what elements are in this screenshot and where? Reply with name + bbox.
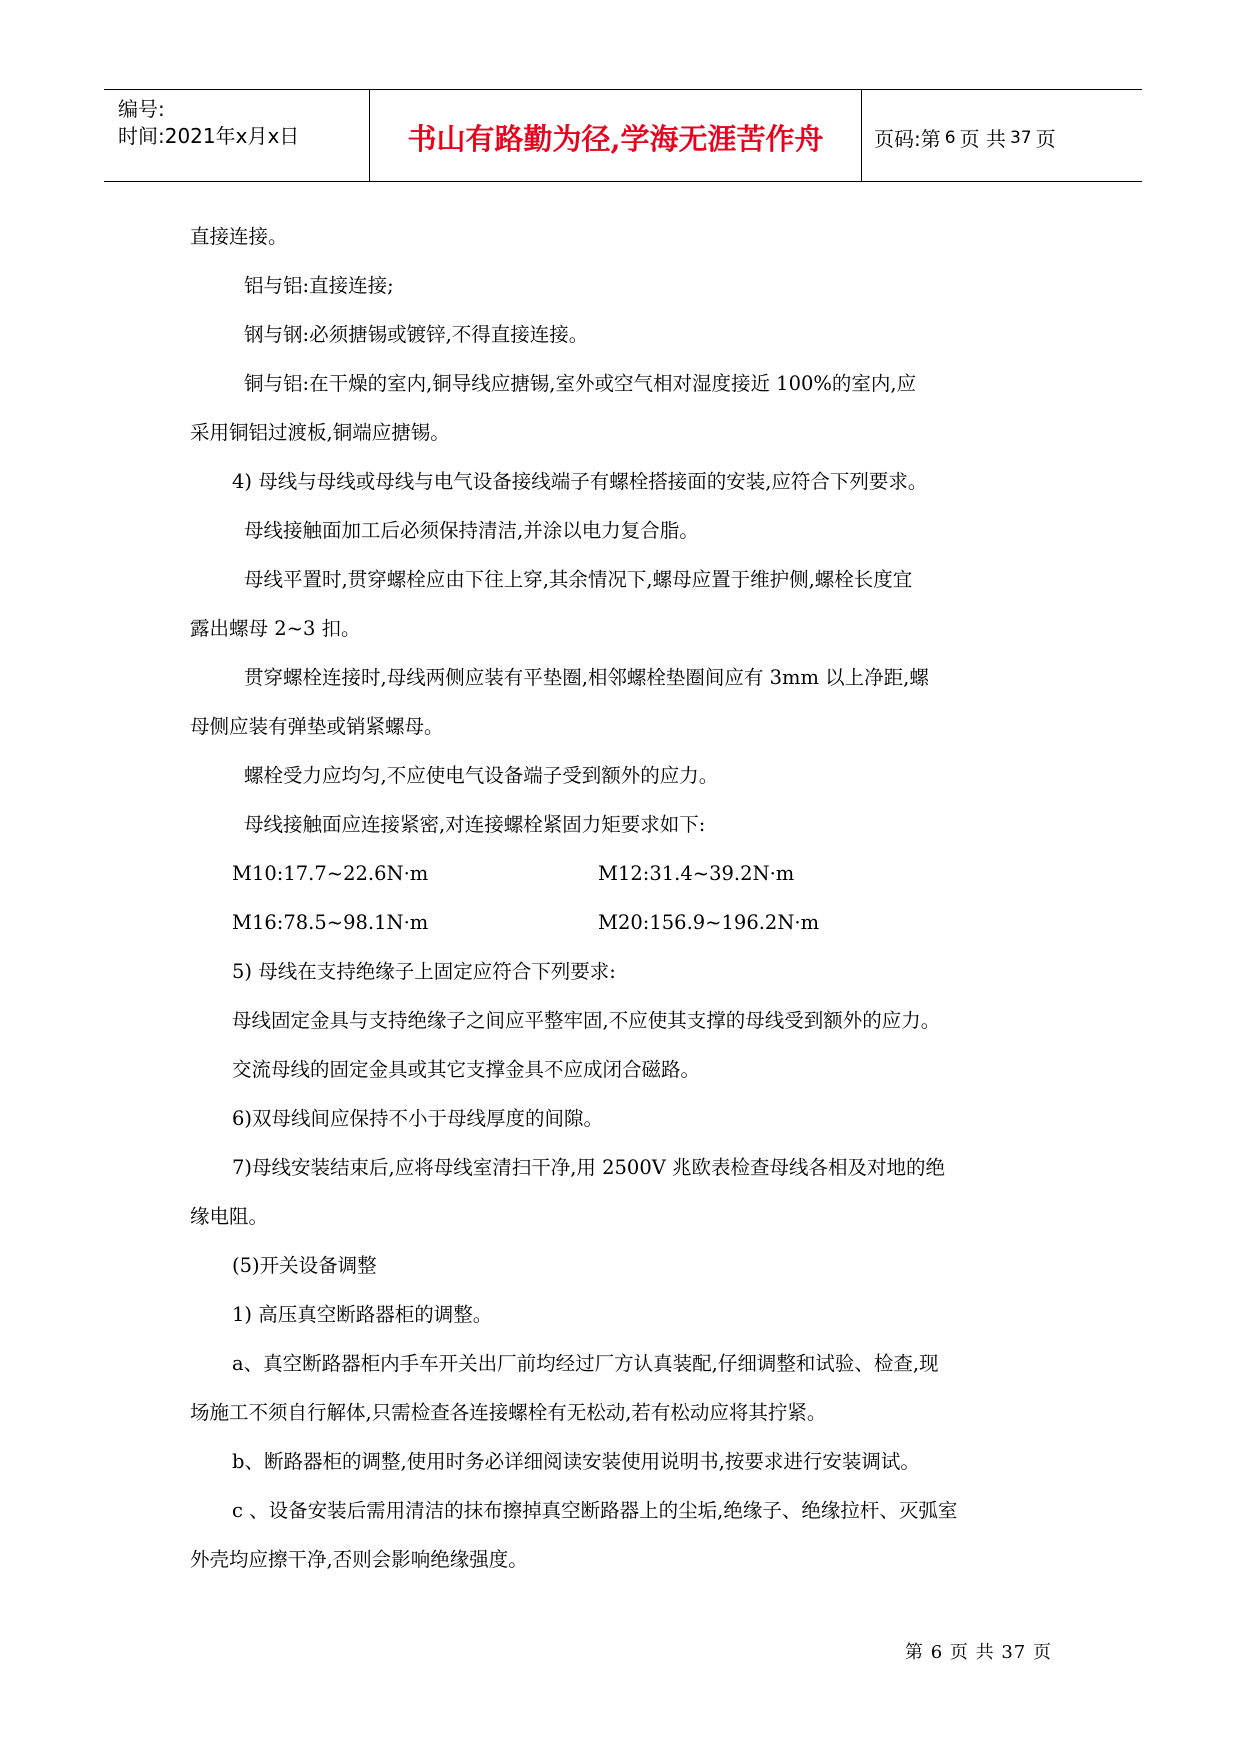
paragraph-line: 6)双母线间应保持不小于母线厚度的间隙。 xyxy=(232,1107,604,1130)
paragraph-line: 场施工不须自行解体,只需检查各连接螺栓有无松动,若有松动应将其拧紧。 xyxy=(190,1401,827,1424)
paragraph-line: 母线接触面加工后必须保持清洁,并涂以电力复合脂。 xyxy=(244,519,699,542)
torque-spec: M20:156.9~196.2N·m xyxy=(598,911,820,934)
paragraph-line: 缘电阻。 xyxy=(190,1205,269,1228)
page-number: 6 xyxy=(944,127,956,148)
document-time-label: 时间:2021年x月x日 xyxy=(118,124,300,148)
paragraph-line: 交流母线的固定金具或其它支撑金具不应成闭合磁路。 xyxy=(232,1058,701,1081)
paragraph-line: 直接连接。 xyxy=(190,225,288,248)
paragraph-line: 螺栓受力应均匀,不应使电气设备端子受到额外的应力。 xyxy=(244,764,719,787)
page-total: 37 xyxy=(1009,127,1032,148)
paragraph-line: b、断路器柜的调整,使用时务必详细阅读安装使用说明书,按要求进行安装调试。 xyxy=(232,1450,920,1473)
page-suffix: 页 xyxy=(1035,127,1056,151)
paragraph-line: 母线接触面应连接紧密,对连接螺栓紧固力矩要求如下: xyxy=(244,813,706,836)
paragraph-line: 5) 母线在支持绝缘子上固定应符合下列要求: xyxy=(232,960,616,983)
header-meta-cell xyxy=(104,90,370,181)
torque-spec: M10:17.7~22.6N·m xyxy=(232,862,429,885)
torque-spec: M16:78.5~98.1N·m xyxy=(232,911,429,934)
paragraph-line: 母侧应装有弹垫或销紧螺母。 xyxy=(190,715,444,738)
paragraph-line: 采用铜铝过渡板,铜端应搪锡。 xyxy=(190,421,450,444)
paragraph-line: 铝与铝:直接连接; xyxy=(244,274,394,297)
paragraph-line: 1) 高压真空断路器柜的调整。 xyxy=(232,1303,493,1326)
paragraph-line: 母线平置时,贯穿螺栓应由下往上穿,其余情况下,螺母应置于维护侧,螺栓长度宜 xyxy=(244,568,913,591)
paragraph-line: 4) 母线与母线或母线与电气设备接线端子有螺栓搭接面的安装,应符合下列要求。 xyxy=(232,470,928,493)
header-motto: 书山有路勤为径,学海无涯苦作舟 xyxy=(370,90,862,181)
header-page-indicator xyxy=(862,90,1142,181)
paragraph-line: 母线固定金具与支持绝缘子之间应平整牢固,不应使其支撑的母线受到额外的应力。 xyxy=(232,1009,941,1032)
page-mid: 页 共 xyxy=(959,127,1006,151)
page-footer: 第 6 页 共 37 页 xyxy=(905,1642,1052,1663)
page-prefix: 页码:第 xyxy=(874,127,941,151)
document-code-label: 编号: xyxy=(118,97,165,121)
section-heading: (5)开关设备调整 xyxy=(232,1254,377,1277)
paragraph-line: 铜与铝:在干燥的室内,铜导线应搪锡,室外或空气相对湿度接近 100%的室内,应 xyxy=(244,372,917,395)
paragraph-line: 贯穿螺栓连接时,母线两侧应装有平垫圈,相邻螺栓垫圈间应有 3mm 以上净距,螺 xyxy=(244,666,929,689)
torque-spec: M12:31.4~39.2N·m xyxy=(598,862,795,885)
page-header xyxy=(104,89,1142,182)
paragraph-line: 钢与钢:必须搪锡或镀锌,不得直接连接。 xyxy=(244,323,589,346)
paragraph-line: c 、设备安装后需用清洁的抹布擦掉真空断路器上的尘垢,绝缘子、绝缘拉杆、灭弧室 xyxy=(232,1499,958,1522)
paragraph-line: a、真空断路器柜内手车开关出厂前均经过厂方认真装配,仔细调整和试验、检查,现 xyxy=(232,1352,939,1375)
paragraph-line: 露出螺母 2~3 扣。 xyxy=(190,617,361,640)
paragraph-line: 外壳均应擦干净,否则会影响绝缘强度。 xyxy=(190,1548,528,1571)
paragraph-line: 7)母线安装结束后,应将母线室清扫干净,用 2500V 兆欧表检查母线各相及对地的绝 xyxy=(232,1156,946,1179)
